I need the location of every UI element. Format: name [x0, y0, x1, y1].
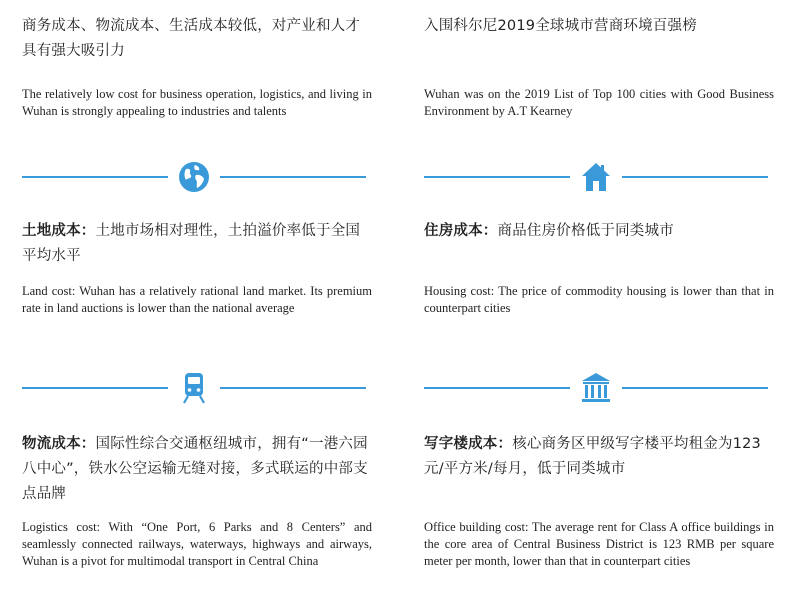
housing-cost-en: Housing cost: The price of commodity housing is lower than that in counterpart cities: [424, 284, 774, 315]
block-land-cost: [22, 219, 372, 317]
train-icon: [177, 371, 211, 405]
divider-line: [220, 387, 366, 389]
globe-icon: [177, 160, 211, 194]
logistics-cost-en: Logistics cost: With “One Port, 6 Parks and 8 Centers” and seamlessly connected railways, waterways, highways and airways, Wuhan is a pivot for multimodal transport in Central China: [22, 520, 372, 568]
housing-cost-label: 住房成本：: [424, 223, 498, 239]
divider-line: [622, 176, 768, 178]
land-cost-label: 土地成本：: [22, 223, 96, 239]
office-cost-zh: [424, 432, 774, 482]
separator-train: [22, 371, 366, 405]
logistics-cost-text: 国际性综合交通枢纽城市，拥有“一港六园八中心”，铁水公空运输无缝对接，多式联运的中部支点品牌: [22, 436, 368, 502]
separator-globe: [22, 160, 366, 194]
office-cost-label: 写字楼成本：: [424, 436, 513, 452]
divider-line: [220, 176, 366, 178]
divider-line: [22, 387, 168, 389]
logistics-cost-zh: [22, 432, 372, 507]
low-cost-en: The relatively low cost for business operation, logistics, and living in Wuhan is strongly appealing to industries and talents: [22, 87, 372, 118]
land-cost-text: 土地市场相对理性，土拍溢价率低于全国平均水平: [22, 223, 361, 264]
divider-line: [424, 387, 570, 389]
low-cost-zh: 商务成本、物流成本、生活成本较低，对产业和人才具有强大吸引力: [22, 18, 361, 59]
divider-line: [622, 387, 768, 389]
divider-line: [22, 176, 168, 178]
block-housing-cost: [424, 219, 774, 317]
logistics-cost-label: 物流成本：: [22, 436, 96, 452]
block-logistics-cost: [22, 432, 372, 570]
housing-cost-zh: [424, 219, 774, 244]
land-cost-zh: [22, 219, 372, 269]
housing-cost-text: 商品住房价格低于同类城市: [497, 223, 674, 239]
land-cost-en: Land cost: Wuhan has a relatively rational land market. Its premium rate in land auctions is lower than the national average: [22, 284, 372, 315]
separator-building: [424, 371, 768, 405]
block-office-cost: [424, 432, 774, 570]
house-icon: [579, 160, 613, 194]
kearney-en: Wuhan was on the 2019 List of Top 100 cities with Good Business Environment by A.T Kearney: [424, 87, 774, 118]
office-building-icon: [579, 371, 613, 405]
office-cost-en: Office building cost: The average rent for Class A office buildings in the core area of Central Business District is 123 RMB per square meter per month, lower than that in counterpart cities: [424, 520, 774, 568]
block-kearney: [424, 14, 774, 120]
divider-line: [424, 176, 570, 178]
kearney-zh: 入围科尔尼2019全球城市营商环境百强榜: [424, 18, 697, 34]
separator-house: [424, 160, 768, 194]
block-low-cost: [22, 14, 372, 120]
office-cost-text: 核心商务区甲级写字楼平均租金为123元/平方米/每月，低于同类城市: [424, 436, 761, 477]
